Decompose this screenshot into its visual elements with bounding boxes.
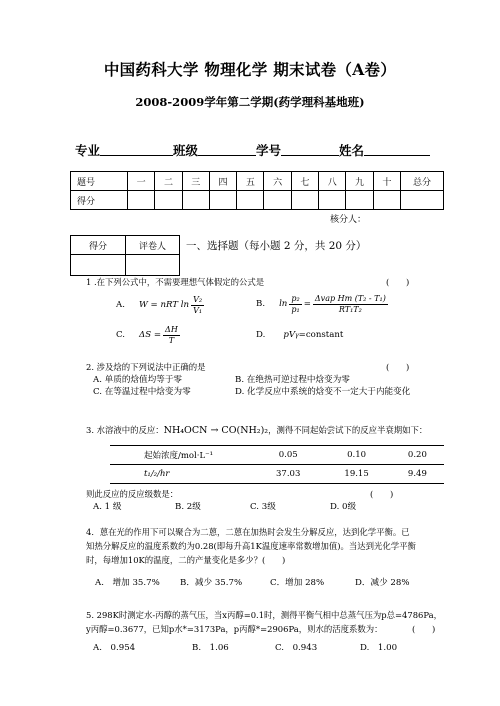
q4-option-a: A. 增加 35.7% xyxy=(95,578,160,588)
table-cell: 37.03 xyxy=(276,469,301,479)
score-table-row-label: 得分 xyxy=(71,191,128,210)
score-table-col: 八 xyxy=(319,172,346,191)
section1-title: 一、选择题（每小题 2 分，共 20 分） xyxy=(186,240,367,252)
formula-sup: γ xyxy=(295,331,299,339)
score-cell[interactable] xyxy=(401,191,444,210)
score-table-col-total: 总分 xyxy=(401,172,444,191)
fraction: $\frac{\text{p₂}}{\text{p₁}}$ xyxy=(291,293,300,314)
q3-answer-paren: ( ) xyxy=(370,489,394,499)
class-blank xyxy=(198,143,256,156)
score-table-row-label: 题号 xyxy=(71,172,128,191)
score-table-col: 一 xyxy=(128,172,155,191)
major-label: 专业 xyxy=(75,143,101,158)
checker-label: 核分人： xyxy=(330,215,367,225)
name-blank xyxy=(364,143,430,156)
formula-text: = xyxy=(303,299,311,309)
id-label: 学号 xyxy=(256,143,282,158)
q4-line1: 4．蒽在光的作用下可以聚合为二蒽，二蒽在加热时会发生分解反应，达到化学平衡。已 xyxy=(86,527,410,537)
table-cell: 0.20 xyxy=(407,450,427,460)
q3-option-b: B. 2级 xyxy=(175,502,201,512)
grader-box xyxy=(70,235,180,276)
score-cell[interactable] xyxy=(209,191,236,210)
grader-score-label: 得分 xyxy=(71,236,126,255)
table-row xyxy=(110,446,444,465)
fraction: $\frac{\Delta H}{T}$ xyxy=(165,324,178,345)
formula-text: ΔS = xyxy=(139,330,162,340)
score-table-col: 四 xyxy=(209,172,236,191)
score-table-col: 五 xyxy=(237,172,264,191)
table-cell: 0.05 xyxy=(278,450,298,460)
formula-text: =constant xyxy=(298,330,344,340)
score-cell[interactable] xyxy=(264,191,291,210)
q1-option-b xyxy=(256,290,390,318)
score-cell[interactable] xyxy=(128,191,155,210)
score-cell[interactable] xyxy=(346,191,373,210)
q5-option-a: A. 0.954 xyxy=(93,643,136,653)
exam-title: 中国药科大学 物理化学 期末试卷（A卷） xyxy=(103,60,397,79)
q3-option-a: A. 1 级 xyxy=(93,502,122,512)
score-cell[interactable] xyxy=(291,191,318,210)
q2-option-c: C. 在等温过程中焓变为零 xyxy=(93,387,191,397)
q2-option-b: B. 在绝热可逆过程中焓变为零 xyxy=(235,375,350,385)
score-table-col: 六 xyxy=(264,172,291,191)
q3-option-d: D. 0级 xyxy=(330,502,357,512)
q2-option-a: A. 单质的焓值均等于零 xyxy=(93,375,183,385)
q5-line2: y丙醇=0.3677，已知p水*=3173Pa，p丙醇*=2906Pa，则水的活度系数为： xyxy=(86,624,383,634)
formula-text: ln xyxy=(279,299,288,309)
fraction: $\frac{\text{V₂}}{\text{V₁}}$ xyxy=(193,294,203,315)
q1-option-a xyxy=(116,292,206,318)
score-cell[interactable] xyxy=(155,191,182,210)
score-table xyxy=(70,171,444,210)
q3-stem: 3. 水溶液中的反应：NH₄OCN → CO(NH₂)₂，测得不同起始尝试下的反应半衰期如下： xyxy=(86,425,428,436)
q3-option-c: C. 3级 xyxy=(250,502,276,512)
reaction-equation: NH₄OCN → CO(NH₂)₂ xyxy=(163,425,269,436)
option-label: A. xyxy=(116,300,125,310)
student-info xyxy=(75,141,430,159)
q4-line2: 知热分解反应的温度系数约为0.28(即每升高1K温度速率常数增加值)。当达到光化学平衡 xyxy=(86,541,416,551)
class-label: 班级 xyxy=(173,143,199,158)
q2-stem: 2. 涉及焓的下列说法中正确的是 xyxy=(86,362,206,372)
score-table-col: 十 xyxy=(373,172,400,191)
q1-answer-paren: ( ) xyxy=(386,277,410,287)
name-label: 姓名 xyxy=(339,143,365,158)
table-cell: 0.10 xyxy=(347,450,367,460)
q4-line3: 时，每增加10K的温度，二的产量变化是多少？( ) xyxy=(86,555,286,565)
option-label: C. xyxy=(116,330,126,340)
q4-option-b: B．减少 35.7% xyxy=(180,578,243,588)
score-table-col: 七 xyxy=(291,172,318,191)
q5-line1: 5. 298K时测定水-丙醇的蒸气压，当x丙醇=0.1时，测得平衡气相中总蒸气压为p总=4786Pa， xyxy=(86,610,442,620)
score-cell[interactable] xyxy=(237,191,264,210)
table-row xyxy=(110,465,444,484)
score-table-col: 三 xyxy=(182,172,209,191)
score-table-col: 九 xyxy=(346,172,373,191)
grader-score-cell[interactable] xyxy=(71,255,126,276)
score-cell[interactable] xyxy=(319,191,346,210)
option-label: D. xyxy=(256,330,266,340)
half-life-table xyxy=(110,445,444,484)
q1-option-d xyxy=(256,322,343,348)
score-cell[interactable] xyxy=(182,191,209,210)
formula-text: W = nRT ln xyxy=(138,300,190,310)
q5-option-c: C. 0.943 xyxy=(275,643,318,653)
q3-ask: 则此反应的反应级数是： xyxy=(86,489,179,499)
q5-option-b: B. 1.06 xyxy=(192,643,229,653)
q5-answer-paren: ( ) xyxy=(412,624,436,634)
score-table-score-row xyxy=(71,191,444,210)
q4-option-d: D．减少 28% xyxy=(355,578,410,588)
fraction: $\frac{\text{Δvap Hm (T₂ - T₁)}}{\text{RT₁T₂}}$ xyxy=(314,293,386,314)
score-cell[interactable] xyxy=(373,191,400,210)
table-cell: 9.49 xyxy=(407,469,427,479)
q1-option-c xyxy=(116,322,182,348)
exam-subtitle: 2008-2009学年第二学期(药学理科基地班) xyxy=(135,95,365,109)
grader-name-label: 评卷人 xyxy=(126,236,180,255)
score-table-header-row xyxy=(71,172,444,191)
grader-name-cell[interactable] xyxy=(126,255,180,276)
q1-stem: 1 .在下列公式中，不需要理想气体假定的公式是 xyxy=(86,277,265,287)
q4-option-c: C．增加 28% xyxy=(270,578,325,588)
formula-text: pV xyxy=(283,330,296,340)
major-blank xyxy=(100,143,173,156)
table-header: 起始浓度/mol·L⁻¹ xyxy=(144,451,214,461)
id-blank xyxy=(281,143,339,156)
table-cell: 19.15 xyxy=(344,469,369,479)
q2-option-d: D. 化学反应中系统的焓变不一定大于内能变化 xyxy=(235,387,411,397)
table-header: t₁/₂/hr xyxy=(144,469,170,479)
q5-option-d: D. 1.00 xyxy=(360,643,398,653)
q2-answer-paren: ( ) xyxy=(386,362,410,372)
score-table-col: 二 xyxy=(155,172,182,191)
option-label: B. xyxy=(256,299,266,309)
